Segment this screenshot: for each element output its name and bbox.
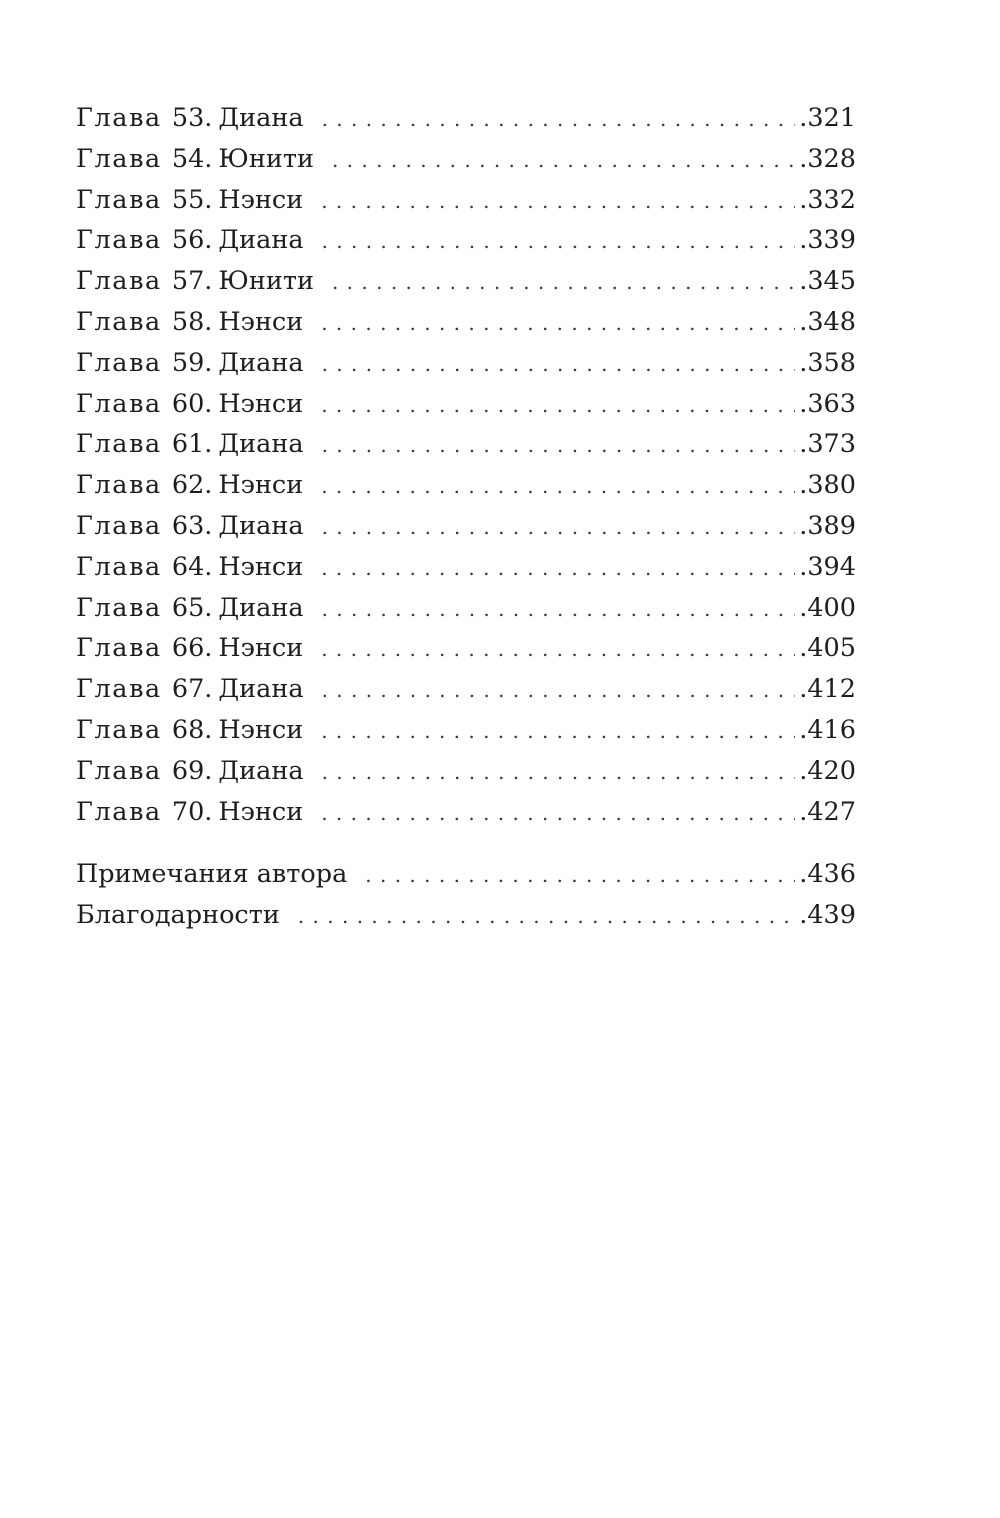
page-number: . 394 [799,547,856,588]
dot-leader [321,548,795,589]
dot-leader [322,344,796,385]
chapter-title: Нэнси [218,551,304,582]
page-number: . 436 [799,854,856,895]
toc-entry-chapter-62 [76,465,856,506]
dot-leader [298,896,795,937]
dot-leader [322,752,796,793]
chapter-word: Глава [76,143,162,174]
toc-entry-author-notes [76,854,856,895]
page-number: . 332 [799,180,856,221]
chapter-title: Диана [218,225,304,256]
chapter-number: 58. [171,306,213,337]
toc-entry-chapter-59 [76,343,856,384]
chapter-title: Юнити [218,266,314,297]
chapter-number: 68. [171,714,213,745]
chapter-title: Нэнси [218,633,304,664]
chapter-word: Глава [76,306,162,337]
chapter-title: Нэнси [218,714,304,745]
toc-entry-chapter-70 [76,792,856,833]
dot-leader [321,303,795,344]
toc-entry-chapter-67 [76,669,856,710]
chapter-title: Нэнси [218,470,304,501]
chapter-title: Юнити [218,143,314,174]
page-number: . 439 [799,895,856,936]
chapter-title: Диана [218,103,304,133]
chapter-title: Нэнси [218,388,304,419]
toc-entry-chapter-54 [76,139,856,180]
chapter-word: Глава [76,470,162,501]
toc-entry-chapter-53 [76,98,856,139]
chapter-word: Глава [76,510,162,541]
chapter-number: 56. [171,225,213,256]
chapter-title: Нэнси [218,306,304,337]
page-number: . 339 [799,220,856,261]
chapter-number: 54. [171,143,213,174]
dot-leader [321,629,795,670]
chapter-number: 63. [171,510,213,541]
chapter-word: Глава [76,633,162,664]
toc-entry-chapter-60 [76,384,856,425]
toc-entry-chapter-69 [76,751,856,792]
toc-entry-chapter-56 [76,220,856,261]
chapter-number: 60. [171,388,213,419]
dot-leader [365,855,795,896]
chapter-title: Диана [218,592,304,623]
toc-entry-chapter-66 [76,628,856,669]
chapter-number: 65. [171,592,213,623]
dot-leader [321,385,795,426]
page-number: . 400 [799,588,856,629]
chapter-title: Нэнси [218,796,304,827]
page-number: . 363 [799,384,856,425]
chapter-number: 62. [171,470,213,501]
chapter-number: 55. [171,184,213,215]
page-number: . 405 [799,628,856,669]
toc-entry-chapter-65 [76,588,856,629]
page-number: . 373 [799,424,856,465]
chapter-title: Диана [218,429,304,460]
dot-leader [332,262,795,303]
chapter-number: 70. [171,796,213,827]
toc-entry-chapter-58 [76,302,856,343]
dot-leader [322,99,796,140]
table-of-contents [76,98,856,936]
chapter-word: Глава [76,347,162,378]
chapter-number: 66. [171,633,213,664]
toc-entry-chapter-63 [76,506,856,547]
section-gap [76,832,856,854]
chapter-number: 64. [171,551,213,582]
chapter-word: Глава [76,755,162,786]
chapter-title: Диана [218,510,304,541]
toc-entry-chapter-68 [76,710,856,751]
chapter-word: Глава [76,592,162,623]
chapter-number: 59. [171,347,213,378]
dot-leader [332,140,795,181]
chapter-title: Диана [218,755,304,786]
page-number: . 380 [799,465,856,506]
page-number: . 389 [799,506,856,547]
chapter-word: Глава [76,674,162,705]
chapter-word: Глава [76,714,162,745]
chapter-number: 67. [171,674,213,705]
dot-leader [322,589,796,630]
chapter-word: Глава [76,225,162,256]
page-number: . 427 [799,792,856,833]
chapter-word: Глава [76,388,162,419]
chapter-word: Глава [76,184,162,215]
dot-leader [322,507,796,548]
page-number: . 348 [799,302,856,343]
chapter-title: Нэнси [218,184,304,215]
chapter-word: Глава [76,429,162,460]
dot-leader [322,221,796,262]
chapter-word: Глава [76,796,162,827]
chapter-title: Диана [218,674,304,705]
toc-entry-chapter-55 [76,180,856,221]
chapter-number: 53. [171,103,213,133]
chapter-word: Глава [76,103,162,133]
chapter-number: 61. [171,429,213,460]
dot-leader [321,711,795,752]
page-number: . 416 [799,710,856,751]
toc-entry-chapter-64 [76,547,856,588]
page-number: . 420 [799,751,856,792]
toc-entry-acknowledgements [76,895,856,936]
chapter-number: 57. [171,266,213,297]
page-number: . 412 [799,669,856,710]
toc-entry-chapter-57 [76,261,856,302]
toc-entry-chapter-61 [76,424,856,465]
dot-leader [322,670,796,711]
dot-leader [322,425,796,466]
chapter-number: 69. [171,755,213,786]
section-title: Благодарности [76,900,280,931]
chapter-word: Глава [76,266,162,297]
dot-leader [321,181,795,222]
section-title: Примечания автора [76,859,348,890]
page-number: . 358 [799,343,856,384]
page-number: . 328 [799,139,856,180]
dot-leader [321,793,795,834]
chapter-title: Диана [218,347,304,378]
dot-leader [321,466,795,507]
page-number: . 345 [799,261,856,302]
page-number: . 321 [799,98,856,139]
chapter-word: Глава [76,551,162,582]
